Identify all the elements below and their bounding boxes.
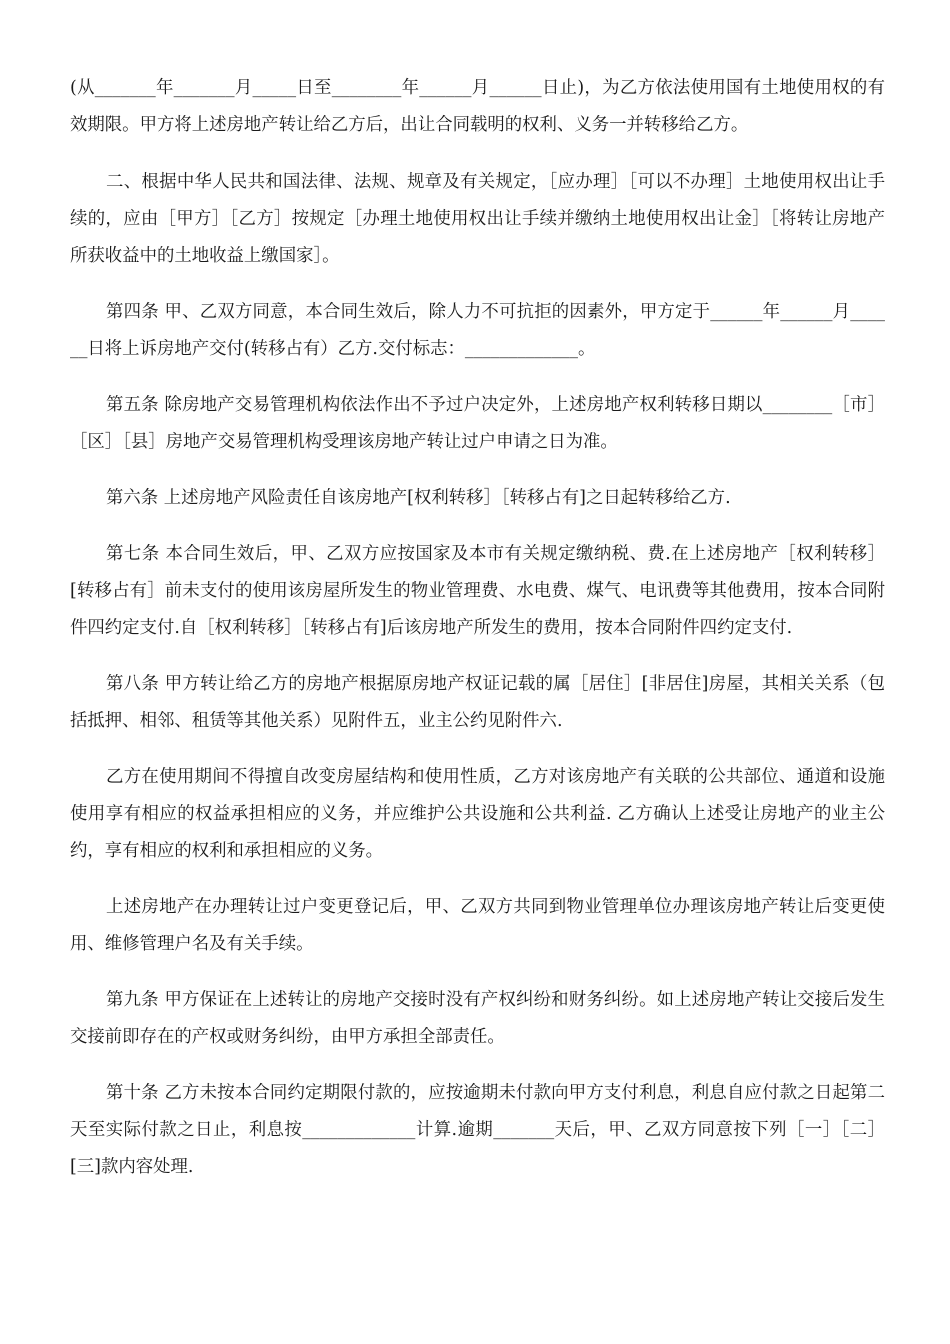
paragraph-usage-obligations: 乙方在使用期间不得擅自改变房屋结构和使用性质，乙方对该房地产有关联的公共部位、通道和设施使用享有相应的权益承担相应的义务，并应维护公共设施和公共利益. 乙方确认上述受让房地产的业主公约，享有相应的权利和承担相应的义务。 — [70, 767, 885, 861]
paragraph-article-6: 第六条 上述房地产风险责任自该房地产[权利转移］［转移占有]之日起转移给乙方. — [106, 488, 731, 508]
paragraph-article-5: 第五条 除房地产交易管理机构依法作出不予过户决定外，上述房地产权利转移日期以________［市］［区］［县］房地产交易管理机构受理该房地产转让过户申请之日为准。 — [70, 395, 885, 452]
paragraph-article-8: 第八条 甲方转让给乙方的房地产根据原房地产权证记载的属［居住］[非居住]房屋，其相关关系（包括抵押、相邻、租赁等其他关系）见附件五，业主公约见附件六. — [70, 674, 885, 731]
paragraph-article-9: 第九条 甲方保证在上述转让的房地产交接时没有产权纠纷和财务纠纷。如上述房地产转让交接后发生交接前即存在的产权或财务纠纷，由甲方承担全部责任。 — [70, 990, 885, 1047]
paragraph-article-4: 第四条 甲、乙双方同意，本合同生效后，除人力不可抗拒的因素外，甲方定于______年______月______日将上诉房地产交付(转移占有）乙方.交付标志：_____________。 — [70, 302, 885, 359]
document-page — [70, 70, 885, 1205]
paragraph-land-transfer-procedures: 二、根据中华人民共和国法律、法规、规章及有关规定，［应办理］［可以不办理］土地使用权出让手续的，应由［甲方］［乙方］按规定［办理土地使用权出让手续并缴纳土地使用权出让金］［将转让房地产所获收益中的土地收益上缴国家］。 — [70, 172, 885, 266]
paragraph-property-management-transfer: 上述房地产在办理转让过户变更登记后，甲、乙双方共同到物业管理单位办理该房地产转让后变更使用、维修管理户名及有关手续。 — [70, 897, 885, 954]
paragraph-article-7: 第七条 本合同生效后，甲、乙双方应按国家及本市有关规定缴纳税、费.在上述房地产［权利转移］[转移占有］前未支付的使用该房屋所发生的物业管理费、水电费、煤气、电讯费等其他费用，按本合同附件四约定支付.自［权利转移］［转移占有]后该房地产所发生的费用，按本合同附件四约定支付. — [70, 544, 885, 638]
paragraph-land-use-period: (从_______年_______月_____日至________年______月______日止)，为乙方依法使用国有土地使用权的有效期限。甲方将上述房地产转让给乙方后，出让合同载明的权利、义务一并转移给乙方。 — [70, 78, 885, 135]
paragraph-article-10: 第十条 乙方未按本合同约定期限付款的，应按逾期未付款向甲方支付利息，利息自应付款之日起第二天至实际付款之日止，利息按_____________计算.逾期_______天后，甲、乙双方同意按下列［一］［二］[三]款内容处理. — [70, 1083, 885, 1177]
